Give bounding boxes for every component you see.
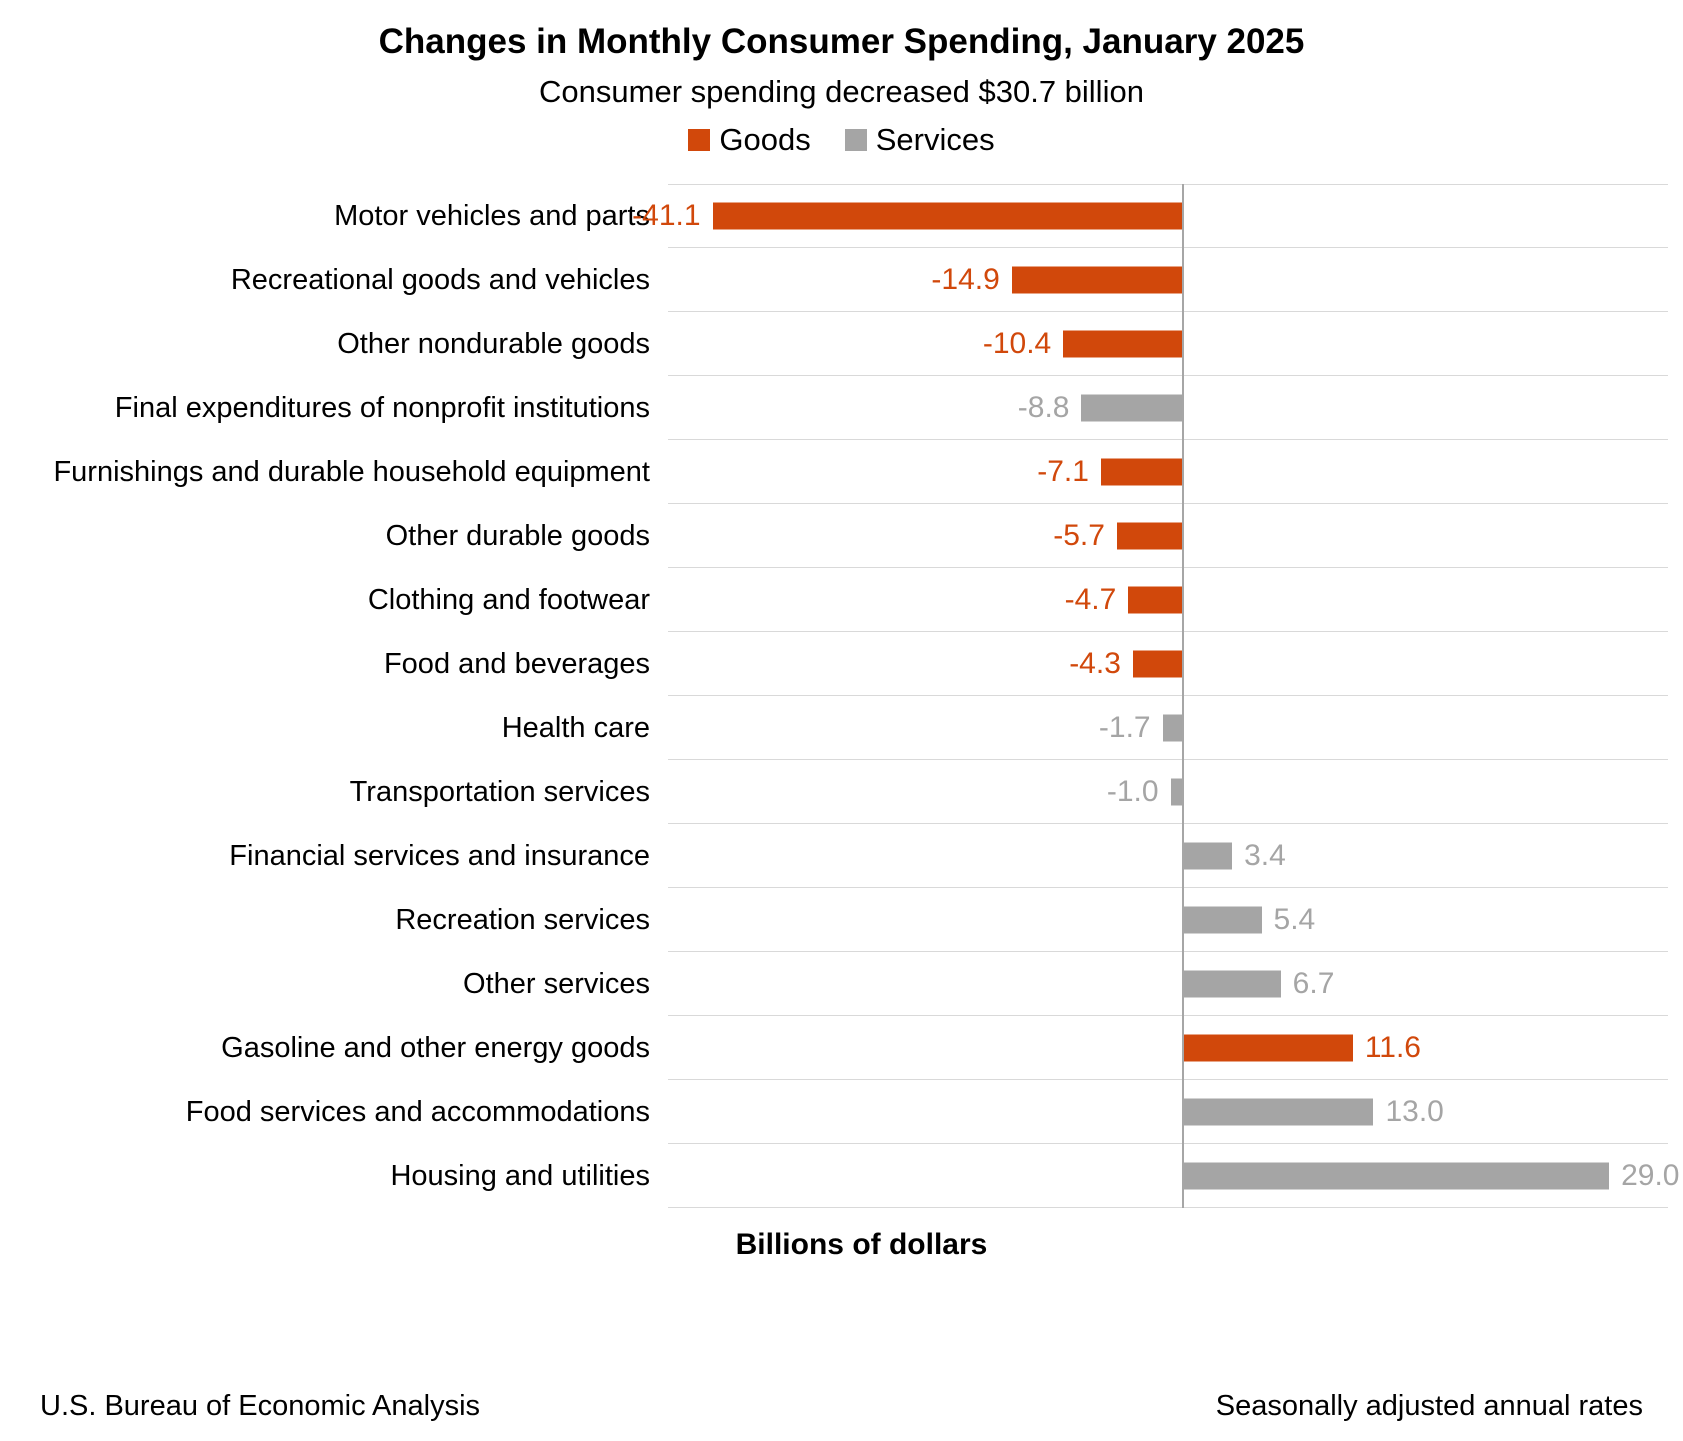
bar — [1128, 587, 1182, 614]
x-axis-title: Billions of dollars — [735, 1228, 988, 1261]
category-label: Financial services and insurance — [229, 839, 650, 872]
bar-value-label: -14.9 — [931, 263, 1000, 296]
bar-value-label: 5.4 — [1273, 903, 1316, 936]
chart-row — [0, 440, 1683, 504]
bar-value-label: -7.1 — [1037, 455, 1089, 488]
chart-row — [0, 1144, 1683, 1208]
bar — [1171, 779, 1182, 806]
bar — [1182, 843, 1232, 870]
bar-value-label: 6.7 — [1292, 967, 1335, 1000]
bar — [1117, 523, 1182, 550]
category-label: Other durable goods — [385, 519, 650, 552]
legend-item-goods — [688, 122, 810, 158]
bar — [1163, 715, 1182, 742]
bar-value-label: -10.4 — [982, 327, 1052, 360]
bar — [1182, 1035, 1353, 1062]
bar-track — [668, 632, 1668, 696]
bar-track — [632, 184, 1668, 248]
bar-track — [668, 760, 1668, 824]
bar — [1063, 331, 1182, 358]
bar-track — [668, 568, 1668, 632]
legend-swatch-services — [845, 129, 867, 151]
chart-row — [0, 632, 1683, 696]
bar-value-label: -5.7 — [1053, 519, 1105, 552]
chart-row — [0, 312, 1683, 376]
bar-track — [668, 312, 1668, 376]
chart-footer — [0, 1390, 1683, 1423]
chart-row — [0, 760, 1683, 824]
bar-track — [668, 888, 1668, 952]
bar-rows — [0, 184, 1683, 1208]
bar-value-label: -4.3 — [1069, 647, 1121, 680]
bar-track — [668, 1016, 1668, 1080]
bar — [713, 203, 1182, 230]
chart-row — [0, 1016, 1683, 1080]
bar-value-label: -8.8 — [1017, 391, 1070, 424]
bar-value-label: -1.7 — [1098, 711, 1151, 744]
bar-track — [668, 248, 1668, 312]
bar — [1182, 1163, 1609, 1190]
chart-row — [0, 376, 1683, 440]
bar-value-label: -1.0 — [1106, 775, 1159, 808]
chart-row — [0, 568, 1683, 632]
category-label: Furnishings and durable household equipment — [53, 455, 650, 488]
bar-value-label: 29.0 — [1621, 1159, 1680, 1192]
bar — [1081, 395, 1182, 422]
bar-value-label: 13.0 — [1385, 1095, 1444, 1128]
chart-row — [0, 696, 1683, 760]
bar-track — [668, 504, 1668, 568]
bar — [1182, 971, 1281, 998]
bar-track — [668, 440, 1668, 504]
legend-label-goods: Goods — [719, 122, 811, 157]
bar-track — [668, 376, 1668, 440]
chart-legend — [0, 122, 1683, 158]
bar — [1182, 907, 1262, 934]
bar-value-label: -41.1 — [632, 199, 701, 232]
bar-track — [668, 1080, 1668, 1144]
category-label: Housing and utilities — [390, 1159, 650, 1192]
category-label: Transportation services — [349, 775, 650, 808]
bar-value-label: 3.4 — [1244, 839, 1286, 872]
bar — [1101, 459, 1182, 486]
category-label: Final expenditures of nonprofit institutions — [114, 391, 650, 424]
category-label: Recreational goods and vehicles — [230, 263, 650, 296]
bar-value-label: -4.7 — [1064, 583, 1117, 616]
chart-row — [0, 952, 1683, 1016]
chart-row — [0, 248, 1683, 312]
plot-area — [0, 184, 1683, 1208]
chart-title: Changes in Monthly Consumer Spending, January 2025 — [378, 22, 1305, 61]
chart-row — [0, 184, 1683, 248]
bar — [1133, 651, 1182, 678]
category-label: Food services and accommodations — [185, 1095, 650, 1128]
category-label: Clothing and footwear — [367, 583, 650, 616]
chart-row — [0, 824, 1683, 888]
chart-row — [0, 504, 1683, 568]
category-label: Food and beverages — [383, 647, 650, 680]
bar-track — [668, 952, 1668, 1016]
chart-container — [0, 22, 1683, 1441]
chart-row — [0, 888, 1683, 952]
footer-note: Seasonally adjusted annual rates — [1215, 1390, 1643, 1422]
chart-row — [0, 1080, 1683, 1144]
zero-axis-line — [1182, 184, 1184, 1208]
category-label: Gasoline and other energy goods — [221, 1031, 650, 1064]
legend-label-services: Services — [875, 122, 995, 157]
category-label: Other services — [463, 967, 650, 1000]
bar — [1182, 1099, 1373, 1126]
bar-track — [668, 824, 1668, 888]
bar-track — [668, 696, 1668, 760]
category-label: Health care — [501, 711, 650, 744]
bar-value-label: 11.6 — [1364, 1031, 1421, 1064]
footer-source: U.S. Bureau of Economic Analysis — [40, 1390, 481, 1422]
category-label: Motor vehicles and parts — [334, 199, 650, 232]
category-label: Other nondurable goods — [337, 327, 650, 360]
bar — [1012, 267, 1182, 294]
legend-item-services — [845, 122, 995, 158]
chart-subtitle: Consumer spending decreased $30.7 billion — [539, 74, 1144, 109]
legend-swatch-goods — [688, 129, 710, 151]
bar-track — [668, 1144, 1680, 1208]
category-label: Recreation services — [395, 903, 650, 936]
